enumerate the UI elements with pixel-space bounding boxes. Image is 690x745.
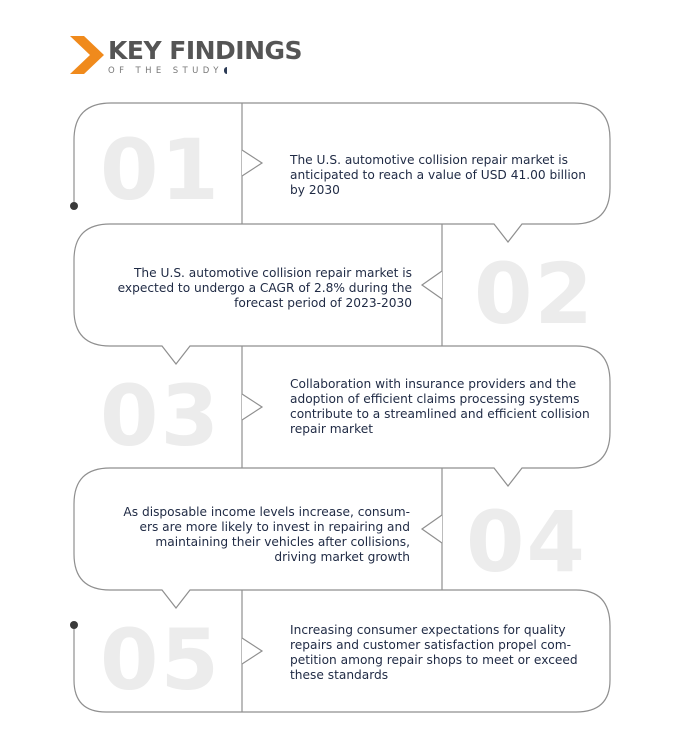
finding-number-5: 05 xyxy=(100,611,221,709)
page-title: KEY FINDINGS xyxy=(108,36,303,65)
finding-number-1: 01 xyxy=(100,121,221,219)
notch-4 xyxy=(422,515,442,543)
timeline-end-dot xyxy=(70,621,78,629)
timeline-start-dot xyxy=(70,202,78,210)
finding-number-3: 03 xyxy=(100,367,221,465)
finding-text-3: Collaboration with insurance providers and the adoption of efficient claims processing systems contribute to a streamlined and efficient collision repair market xyxy=(290,377,590,436)
notch-3 xyxy=(242,394,262,420)
finding-number-2: 02 xyxy=(474,245,595,343)
notch-2 xyxy=(422,271,442,299)
finding-text-4: As disposable income levels increase, consum-ers are more likely to invest in repairing and maintaining their vehicles after collisions, driving market growth xyxy=(123,505,410,564)
finding-text-2: The U.S. automotive collision repair market is expected to undergo a CAGR of 2.8% during the forecast period of 2023-2030 xyxy=(117,266,412,310)
finding-text-1: The U.S. automotive collision repair market is anticipated to reach a value of USD 41.00 billion by 2030 xyxy=(290,153,586,197)
notch-1 xyxy=(242,150,262,176)
page-subtitle: OF THE STUDY xyxy=(108,66,227,76)
finding-text-5: Increasing consumer expectations for quality repairs and customer satisfaction propel com-petition among repair shops to meet or exceed these standards xyxy=(290,623,578,682)
notch-5 xyxy=(242,638,262,664)
finding-number-4: 04 xyxy=(466,493,587,591)
